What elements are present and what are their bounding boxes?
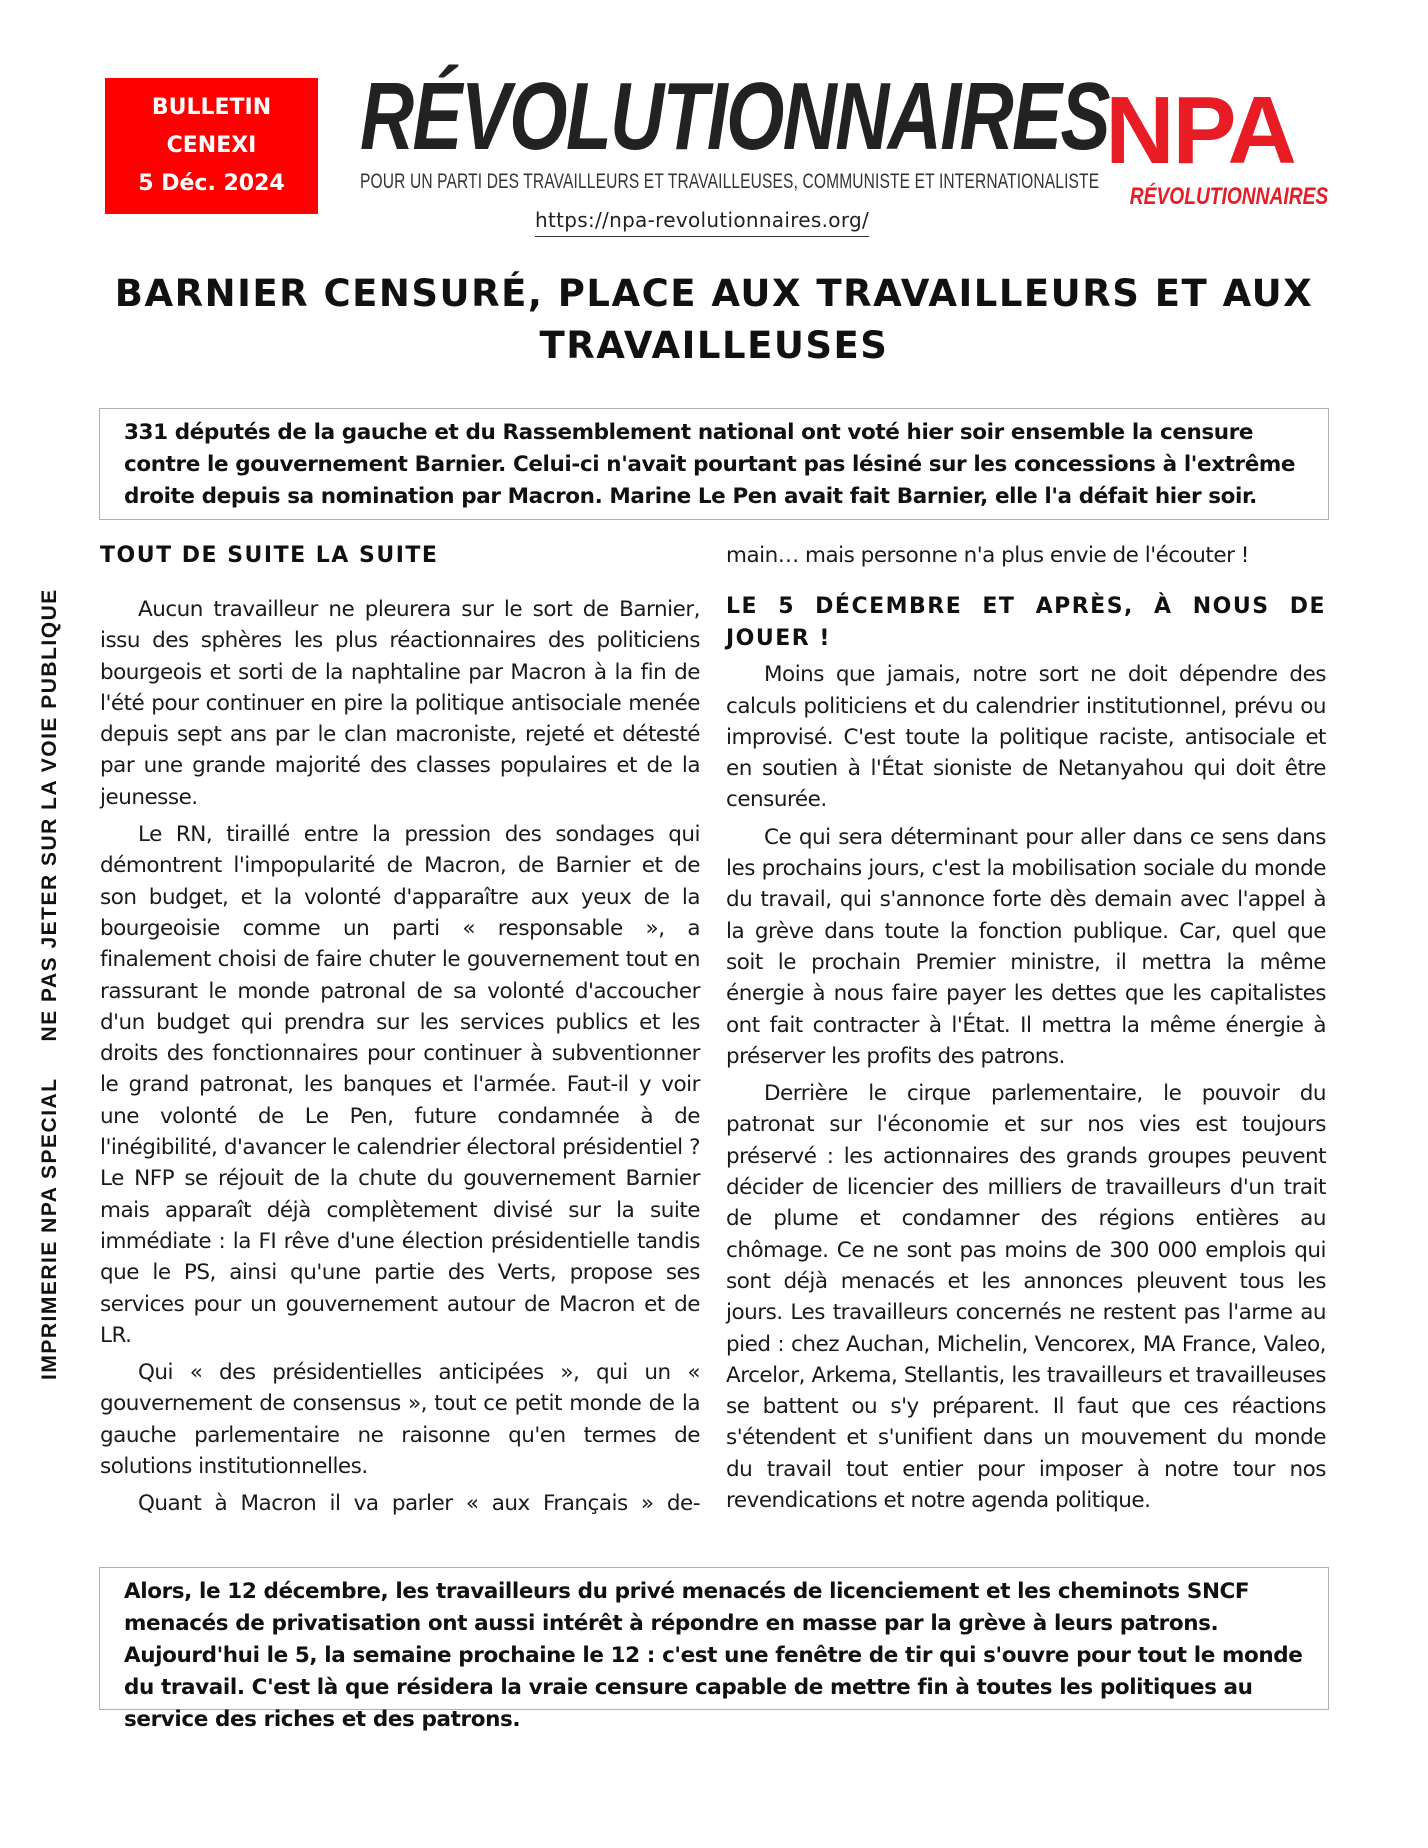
badge-line-date: 5 Déc. 2024 bbox=[138, 171, 285, 196]
masthead bbox=[360, 62, 1109, 193]
paragraph: Moins que jamais, notre sort ne doit dépendre des calculs politiciens et du calendrier institutionnel, prévu ou improvisé. C'est toute la politique raciste, antisociale et en soutien à l'État sioniste de Netanyahou qui doit être censurée. bbox=[726, 662, 1326, 813]
section-heading-1: TOUT DE SUITE LA SUITE bbox=[100, 543, 439, 568]
article-column-right bbox=[726, 540, 1326, 1516]
side-text-notice: NE PAS JETER SUR LA VOIE PUBLIQUE bbox=[38, 588, 61, 1042]
masthead-title: RÉVOLUTIONNAIRES bbox=[360, 63, 1109, 170]
npa-logo-subtext: RÉVOLUTIONNAIRES bbox=[1129, 183, 1329, 210]
paragraph-split-end: main… mais personne n'a plus envie de l'écouter ! bbox=[726, 543, 1249, 568]
paragraph: Ce qui sera déterminant pour aller dans ce sens dans les prochains jours, c'est la mobilisation sociale du monde du travail, qui s'annonce forte dès demain avec l'appel à la grève dans toute la fonction publique. Car, quel que soit le prochain Premier ministre, il mettra la même énergie à nous faire payer les dettes que les capitalistes ont fait contracter à l'État. Il mettra la même énergie à préserver les profits des patrons. bbox=[726, 824, 1326, 1069]
paragraph-split-start: Quant à Macron il va parler « aux Français » de- bbox=[138, 1491, 700, 1517]
paragraph: Le RN, tiraillé entre la pression des sondages qui démontrent l'impopularité de Macron, de Barnier et de son budget, et la volonté d'apparaître aux yeux de la bourgeoisie comme un parti « responsable », a finalement choisi de faire chuter le gouvernement tout en rassurant le monde patronal de sa volonté d'accoucher d'un budget qui prendra sur les services publics et les droits des fonctionnaires pour continuer à subventionner le grand patronat, les banques et l'armée. Faut-il y voir une volonté de Le Pen, future condamnée à de l'inégibilité, d'avancer le calendrier électoral présidentiel ? Le NFP se réjouit de la chute du gouvernement Barnier mais apparaît déjà complètement divisé sur la suite immédiate : la FI rêve d'une élection présidentielle tandis que le PS, ainsi qu'une partie des Verts, propose ses services pour un gouvernement autour de Macron et de LR. bbox=[100, 822, 700, 1348]
intro-box: 331 députés de la gauche et du Rassemblement national ont voté hier soir ensemble la censure contre le gouvernement Barnier. Celui-ci n'avait pourtant pas lésiné sur les concessions à l'extrême droite depuis sa nomination par Macron. Marine Le Pen avait fait Barnier, elle l'a défait hier soir. bbox=[99, 408, 1329, 520]
page-title: BARNIER CENSURÉ, PLACE AUX TRAVAILLEURS ET AUX TRAVAILLEUSES bbox=[114, 272, 1314, 367]
badge-line-bulletin: BULLETIN bbox=[151, 95, 272, 120]
site-url-link[interactable]: https://npa-revolutionnaires.org/ bbox=[535, 208, 869, 237]
npa-logo-text: NPA bbox=[1105, 77, 1295, 184]
section-heading-2: LE 5 DÉCEMBRE ET APRÈS, À NOUS DE JOUER ! bbox=[726, 594, 1326, 652]
side-text-printer: IMPRIMERIE NPA SPECIAL bbox=[38, 1077, 61, 1380]
badge-line-company: CENEXI bbox=[166, 133, 257, 158]
npa-logo bbox=[1105, 77, 1329, 212]
paragraph: Qui « des présidentielles anticipées », qui un « gouvernement de consensus », tout ce petit monde de la gauche parlementaire ne raisonne qu'en termes de solutions institutionnelles. bbox=[100, 1360, 700, 1480]
masthead-subtitle: POUR UN PARTI DES TRAVAILLEURS ET TRAVAILLEUSES, COMMUNISTE ET INTERNATIONALISTE bbox=[360, 170, 1100, 193]
bulletin-badge bbox=[105, 78, 318, 214]
article-column-left bbox=[100, 540, 700, 1520]
paragraph: Derrière le cirque parlementaire, le pouvoir du patronat sur l'économie et sur nos vies est toujours préservé : les actionnaires des grands groupes peuvent décider de licencier des milliers de travailleurs d'un trait de plume et condamner des régions entières au chômage. Ce ne sont pas moins de 300 000 emplois qui sont déjà menacés et les annonces pleuvent tous les jours. Les travailleurs concernés ne restent pas l'arme au pied : chez Auchan, Michelin, Vencorex, MA France, Valeo, Arcelor, Arkema, Stellantis, les travailleurs et travailleuses se battent ou s'y préparent. Il faut que ces réactions s'étendent et s'unifient dans un mouvement du monde du travail tout entier pour imposer à notre tour nos revendications et notre agenda politique. bbox=[726, 1081, 1326, 1514]
conclusion-box: Alors, le 12 décembre, les travailleurs du privé menacés de licenciement et les cheminots SNCF menacés de privatisation ont aussi intérêt à répondre en masse par la grève à leurs patrons. Aujourd'hui le 5, la semaine prochaine le 12 : c'est une fenêtre de tir qui s'ouvre pour tout le monde du travail. C'est là que résidera la vraie censure capable de mettre fin à toutes les politiques au service des riches et des patrons. bbox=[99, 1567, 1329, 1710]
paragraph: Aucun travailleur ne pleurera sur le sort de Barnier, issu des sphères les plus réactionnaires des politiciens bourgeois et sorti de la naphtaline par Macron à la fin de l'été pour continuer en pire la politique antisociale menée depuis sept ans par le clan macroniste, rejeté et détesté par une grande majorité des classes populaires et de la jeunesse. bbox=[100, 597, 700, 810]
side-vertical-text bbox=[38, 588, 62, 1380]
